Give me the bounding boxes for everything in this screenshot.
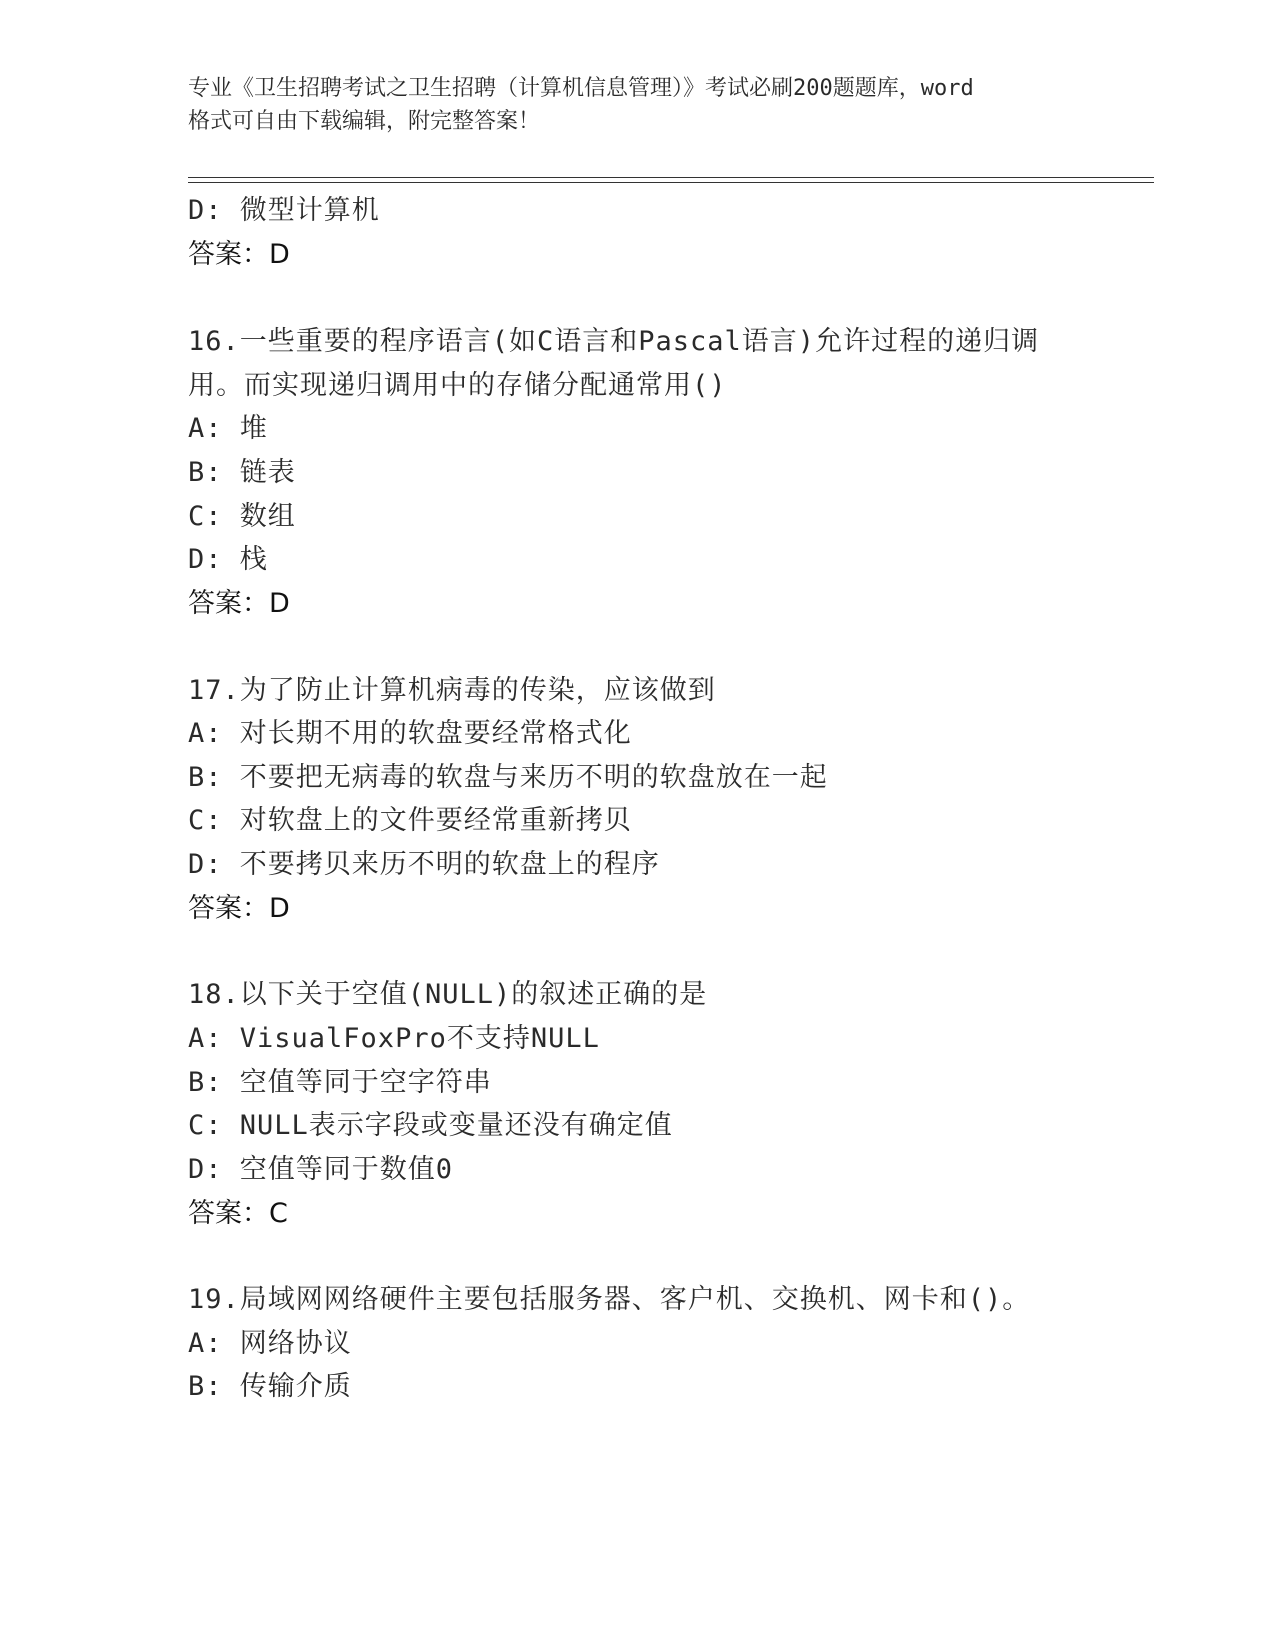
q16-option-d: D: 栈	[188, 544, 268, 575]
q15-answer: 答案：D	[188, 239, 290, 270]
q19-option-a: A: 网络协议	[188, 1328, 352, 1359]
q18-option-c: C: NULL表示字段或变量还没有确定值	[188, 1110, 673, 1141]
header-divider-top	[188, 177, 1154, 178]
q16-option-c: C: 数组	[188, 501, 296, 532]
document-header	[188, 72, 1088, 138]
q19-question: 19.局域网网络硬件主要包括服务器、客户机、交换机、网卡和()。	[188, 1284, 1031, 1315]
q16-question-line-1: 16.一些重要的程序语言(如C语言和Pascal语言)允许过程的递归调	[188, 326, 1040, 357]
q16-option-b: B: 链表	[188, 457, 296, 488]
header-line-2: 格式可自由下载编辑，附完整答案！	[188, 109, 541, 134]
q17-question: 17.为了防止计算机病毒的传染，应该做到	[188, 675, 716, 706]
q17-option-c: C: 对软盘上的文件要经常重新拷贝	[188, 805, 632, 836]
q17-option-d: D: 不要拷贝来历不明的软盘上的程序	[188, 849, 660, 880]
q18-question: 18.以下关于空值(NULL)的叙述正确的是	[188, 979, 708, 1010]
q15-option-d: D: 微型计算机	[188, 195, 380, 226]
header-line-1: 专业《卫生招聘考试之卫生招聘（计算机信息管理）》考试必刷200题题库，word	[188, 76, 974, 101]
q16-answer: 答案：D	[188, 588, 290, 619]
q18-option-b: B: 空值等同于空字符串	[188, 1067, 492, 1098]
q18-answer: 答案：C	[188, 1198, 288, 1229]
q19-option-b: B: 传输介质	[188, 1371, 352, 1402]
q17-answer: 答案：D	[188, 893, 290, 924]
header-divider-bottom	[188, 182, 1154, 183]
q17-option-b: B: 不要把无病毒的软盘与来历不明的软盘放在一起	[188, 762, 828, 793]
q17-option-a: A: 对长期不用的软盘要经常格式化	[188, 718, 632, 749]
q18-option-d: D: 空值等同于数值0	[188, 1154, 454, 1185]
q16-option-a: A: 堆	[188, 413, 268, 444]
q16-question-line-2: 用。而实现递归调用中的存储分配通常用()	[188, 370, 727, 401]
q18-option-a: A: VisualFoxPro不支持NULL	[188, 1023, 600, 1054]
